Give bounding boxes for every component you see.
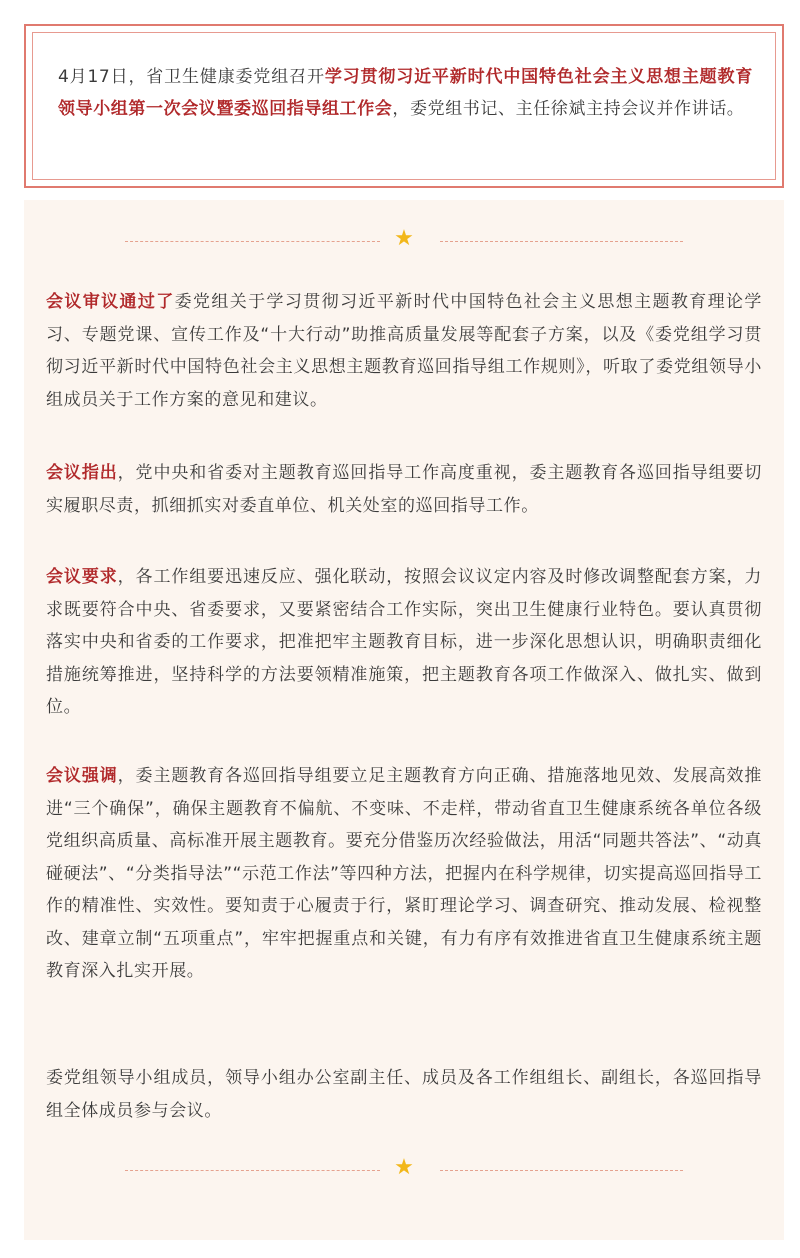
paragraph-lead: 会议审议通过了 (46, 292, 175, 312)
intro-meeting-title: 学习贯彻习近平新时代中国特色社会主义思想主题教育领导小组第一次会议暨委巡回指导组工作会 (58, 67, 753, 119)
paragraph-text: 委党组关于学习贯彻习近平新时代中国特色社会主义思想主题教育理论学习、专题党课、宣传工作及“十大行动”助推高质量发展等配套子方案，以及《委党组学习贯彻习近平新时代中国特色社会主义思想主题教育巡回指导组工作规则》，听取了委党组领导小组成员关于工作方案的意见和建议。 (46, 292, 762, 410)
intro-text (32, 32, 776, 180)
paragraph-attendees (46, 1062, 762, 1127)
star-icon: ★ (394, 226, 414, 251)
paragraph-lead: 会议指出 (46, 463, 118, 483)
intro-box (24, 24, 784, 188)
star-icon: ★ (394, 1155, 414, 1180)
paragraph-point-out (46, 457, 762, 522)
divider-line-right (440, 241, 683, 242)
paragraph-text: 委党组领导小组成员，领导小组办公室副主任、成员及各工作组组长、副组长，各巡回指导组全体成员参与会议。 (46, 1068, 762, 1121)
paragraph-text: ，各工作组要迅速反应、强化联动，按照会议议定内容及时修改调整配套方案，力求既要符合中央、省委要求，又要紧密结合工作实际，突出卫生健康行业特色。要认真贯彻落实中央和省委的工作要求，把准把牢主题教育目标，进一步深化思想认识，明确职责细化措施统筹推进，坚持科学的方法要领精准施策，把主题教育各项工作做深入、做扎实、做到位。 (46, 567, 762, 717)
divider-line-left (125, 1170, 380, 1171)
intro-suffix: ，委党组书记、主任徐斌主持会议并作讲话。 (392, 99, 745, 119)
bottom-divider (24, 1155, 784, 1182)
top-divider (24, 226, 784, 253)
intro-prefix: 4月17日，省卫生健康委党组召开 (58, 67, 325, 87)
paragraph-emphasize (46, 760, 762, 988)
divider-line-right (440, 1170, 683, 1171)
paragraph-require (46, 561, 762, 724)
paragraph-lead: 会议要求 (46, 567, 118, 587)
paragraph-lead: 会议强调 (46, 766, 118, 786)
divider-line-left (125, 241, 380, 242)
paragraph-review (46, 286, 762, 416)
paragraph-text: ，党中央和省委对主题教育巡回指导工作高度重视，委主题教育各巡回指导组要切实履职尽责，抓细抓实对委直单位、机关处室的巡回指导工作。 (46, 463, 762, 516)
article-panel (24, 200, 784, 1240)
paragraph-text: ，委主题教育各巡回指导组要立足主题教育方向正确、措施落地见效、发展高效推进“三个确保”，确保主题教育不偏航、不变味、不走样，带动省直卫生健康系统各单位各级党组织高质量、高标准开展主题教育。要充分借鉴历次经验做法，用活“同题共答法”、“动真碰硬法”、“分类指导法”“示范工作法”等四种方法，把握内在科学规律，切实提高巡回指导工作的精准性、实效性。要知责于心履责于行，紧盯理论学习、调查研究、推动发展、检视整改、建章立制“五项重点”，牢牢把握重点和关键，有力有序有效推进省直卫生健康系统主题教育深入扎实开展。 (46, 766, 762, 981)
